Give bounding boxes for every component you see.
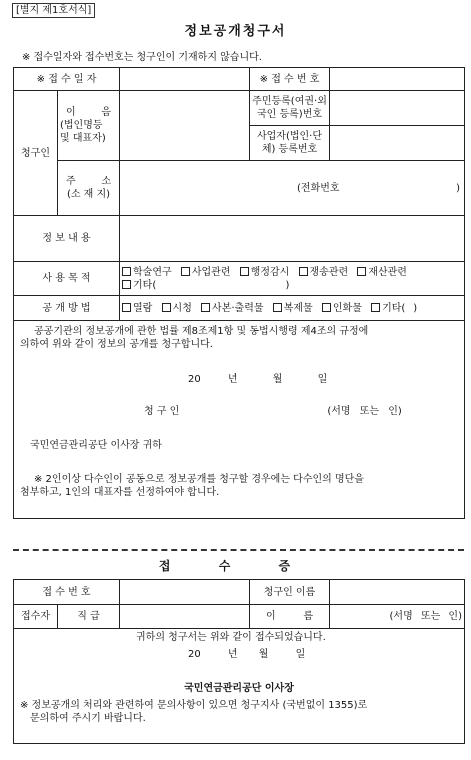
purpose-options: 학술연구 사업관련 행정감시 쟁송관련 재산관련 기타( ) <box>120 262 465 296</box>
purpose-label: 사 용 목 적 <box>14 262 120 296</box>
body-text-line-2: 의하여 위와 같이 정보의 공개를 청구합니다. <box>20 339 213 350</box>
checkbox-icon <box>122 303 131 312</box>
method-label: 공 개 방 법 <box>14 296 120 321</box>
top-note: ※ 접수일자와 접수번호는 청구인이 기재하지 않습니다. <box>22 52 262 63</box>
receipt-date-field[interactable] <box>120 68 250 91</box>
r-text: 귀하의 청구서는 위와 같이 접수되었습니다. <box>136 632 326 643</box>
checkbox-icon <box>322 303 331 312</box>
form-number-tag: [별지 제1호서식] <box>12 3 95 18</box>
method-option-0[interactable]: 열람 <box>122 302 152 315</box>
r-receiver-label: 접수자 <box>14 605 58 629</box>
receipt-statement <box>14 629 465 744</box>
r-receipt-no-field[interactable] <box>120 580 250 605</box>
r-name-label: 이 름 <box>250 605 330 629</box>
address-label: 주 소 (소 재 지) <box>58 161 120 216</box>
r-requester-name-label: 청구인 이름 <box>250 580 330 605</box>
method-option-3[interactable]: 복제물 <box>273 302 313 315</box>
bizno-label: 사업자(법인·단체) 등록번호 <box>250 126 330 161</box>
receipt-no-field[interactable] <box>330 68 465 91</box>
checkbox-icon <box>299 267 308 276</box>
request-form-table <box>13 67 465 519</box>
checkbox-icon <box>357 267 366 276</box>
r-note-line-2: 문의하여 주시기 바랍니다. <box>30 713 146 724</box>
checkbox-icon <box>162 303 171 312</box>
method-option-other[interactable]: 기타( ) <box>371 302 417 315</box>
rrn-field[interactable] <box>330 91 465 126</box>
checkbox-icon <box>371 303 380 312</box>
info-content-field[interactable] <box>120 216 465 262</box>
method-option-4[interactable]: 인화물 <box>322 302 362 315</box>
name-field[interactable] <box>120 91 250 161</box>
r-position-field[interactable] <box>120 605 250 629</box>
checkbox-icon <box>122 280 131 289</box>
r-position-label: 직 급 <box>58 605 120 629</box>
checkbox-icon <box>201 303 210 312</box>
signature-line: 청 구 인 (서명 또는 인) <box>144 406 402 417</box>
phone-label: (전화번호 <box>297 182 340 194</box>
receipt-title: 접 수 증 <box>158 559 313 573</box>
method-options <box>120 296 465 321</box>
method-option-2[interactable]: 사본·출력물 <box>201 302 263 315</box>
receipt-no-label: ※ 접 수 번 호 <box>250 68 330 91</box>
purpose-option-3[interactable]: 쟁송관련 <box>299 266 349 279</box>
purpose-option-4[interactable]: 재산관련 <box>357 266 407 279</box>
method-option-1[interactable]: 시청 <box>162 302 192 315</box>
sign-note: (서명 또는 인) <box>327 406 402 417</box>
purpose-option-0[interactable]: 학술연구 <box>122 266 172 279</box>
purpose-option-2[interactable]: 행정감시 <box>240 266 290 279</box>
r-org: 국민연금관리공단 이사장 <box>184 683 294 694</box>
receipt-table <box>13 579 465 744</box>
r-sign-note: (서명 또는 인) <box>330 605 465 629</box>
body-text-line-1: 공공기관의 정보공개에 관한 법률 제8조제1항 및 동법시행령 제4조의 규정에 <box>34 326 369 337</box>
purpose-option-other[interactable]: 기타( <box>122 279 156 292</box>
r-receipt-no-label: 접 수 번 호 <box>14 580 120 605</box>
info-content-label: 정 보 내 용 <box>14 216 120 262</box>
name-label: 이 음 (법인명등 및 대표자) <box>58 91 120 161</box>
checkbox-icon <box>240 267 249 276</box>
r-date-line: 20 년 월 일 <box>188 649 306 660</box>
page-title: 정보공개청구서 <box>184 24 287 39</box>
rrn-label: 주민등록(여권·외국인 등록)번호 <box>250 91 330 126</box>
checkbox-icon <box>181 267 190 276</box>
r-requester-name-field[interactable] <box>330 580 465 605</box>
multi-note-line-2: 첨부하고, 1인의 대표자를 선정하여야 합니다. <box>20 487 220 498</box>
multi-note-line-1: ※ 2인이상 다수인이 공동으로 정보공개를 청구할 경우에는 다수인의 명단을 <box>34 474 364 485</box>
receipt-date-label: ※ 접 수 일 자 <box>14 68 120 91</box>
request-statement <box>14 321 465 519</box>
date-line: 20 년 월 일 <box>188 374 328 385</box>
bizno-field[interactable] <box>330 126 465 161</box>
addressee: 국민연금관리공단 이사장 귀하 <box>30 440 162 451</box>
requester-label: 청구인 <box>14 91 58 216</box>
address-field[interactable]: (전화번호 ) <box>120 161 465 216</box>
checkbox-icon <box>122 267 131 276</box>
r-note-line-1: ※ 정보공개의 처리와 관련하여 문의사항이 있으면 청구지사 (국번없이 1355)로 <box>20 700 368 711</box>
cut-line-divider <box>13 549 464 551</box>
purpose-option-1[interactable]: 사업관련 <box>181 266 231 279</box>
checkbox-icon <box>273 303 282 312</box>
